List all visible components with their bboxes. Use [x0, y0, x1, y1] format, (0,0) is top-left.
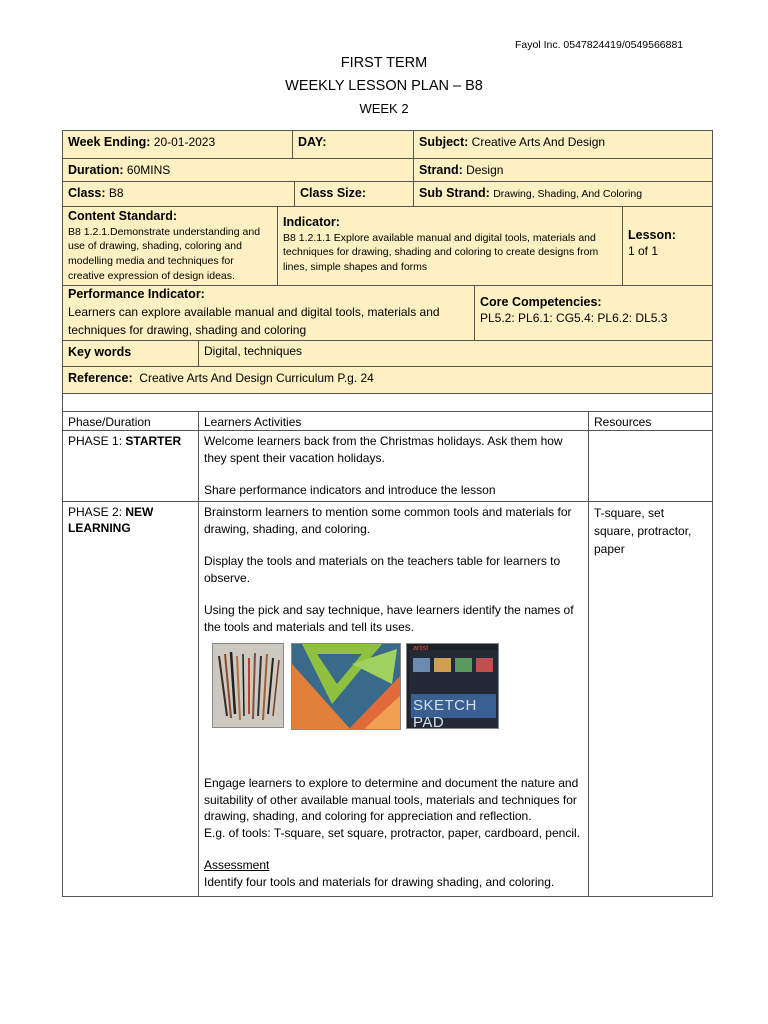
- set-square-photo: [291, 643, 401, 730]
- phase1-resources-cell: [588, 430, 713, 502]
- performance-cell: [62, 285, 475, 341]
- phase1-label-cell: [62, 430, 199, 502]
- content-standard-cell: [62, 206, 278, 286]
- sub-strand-value: Drawing, Shading, And Coloring: [493, 188, 643, 200]
- keywords-value-cell: [198, 340, 713, 367]
- phase2-activity: Brainstorm learners to mention some common tools and materials for drawing, shading, and coloring.: [204, 505, 572, 536]
- sketch-pad-brand: artist: [413, 645, 429, 652]
- drawing-tools-photo: [212, 643, 284, 728]
- class-size-label: Class Size:: [300, 186, 367, 200]
- core-label: Core Competencies:: [480, 295, 602, 309]
- indicator-label: Indicator:: [283, 215, 340, 229]
- subject-label: Subject:: [419, 135, 469, 149]
- day-label: DAY:: [298, 135, 327, 149]
- class-size-cell: [294, 181, 414, 207]
- spacer-row: [62, 393, 713, 412]
- subject-value: Creative Arts And Design: [471, 135, 606, 149]
- keywords-label: Key words: [68, 345, 132, 359]
- indicator-cell: [277, 206, 623, 286]
- lesson-cell: [622, 206, 713, 286]
- phase2-activity: E.g. of tools: T-square, set square, protractor, paper, cardboard, pencil.: [204, 825, 580, 840]
- phase2-resources-cell: T-square, set square, protractor, paper: [588, 501, 713, 897]
- day-cell: [292, 130, 414, 159]
- week-ending-cell: [62, 130, 293, 159]
- term-title: FIRST TERM: [340, 55, 428, 71]
- assessment-text: Identify four tools and materials for drawing shading, and coloring.: [204, 875, 555, 890]
- activities-header: Learners Activities: [198, 411, 589, 431]
- phase1-name: STARTER: [125, 434, 182, 448]
- lesson-plan-title: WEEKLY LESSON PLAN – B8: [285, 78, 483, 94]
- strand-value: Design: [466, 163, 504, 177]
- lesson-label: Lesson:: [628, 228, 676, 242]
- keywords-value: Digital, techniques: [204, 344, 303, 358]
- content-standard-label: Content Standard:: [68, 209, 178, 223]
- indicator-value: B8 1.2.1.1 Explore available manual and digital tools, materials and techniques for drawing, shading and coloring to create designs from lines, simple shapes and forms: [283, 231, 599, 273]
- content-standard-value: B8 1.2.1.Demonstrate understanding and use of drawing, shading, coloring and modelling media and techniques for creative expression of design ideas.: [68, 225, 261, 282]
- sketch-pad-photo: [406, 643, 499, 729]
- week-title: WEEK 2: [359, 101, 409, 116]
- duration-value: 60MINS: [126, 163, 171, 177]
- performance-label: Performance Indicator:: [68, 287, 205, 301]
- phase1-activities-cell: [198, 430, 589, 502]
- reference-label: Reference:: [68, 371, 133, 385]
- keywords-label-cell: [62, 340, 199, 367]
- reference-value: Creative Arts And Design Curriculum P.g. 24: [139, 371, 374, 385]
- phase1-activity: Welcome learners back from the Christmas holidays. Ask them how they spent their vacation holidays.: [204, 434, 563, 465]
- phase2-label-cell: [62, 501, 199, 897]
- phase2-name: NEW LEARNING: [68, 505, 154, 536]
- lesson-value: 1 of 1: [628, 243, 659, 258]
- phase2-prefix: PHASE 2:: [68, 505, 123, 519]
- duration-cell: [62, 158, 414, 182]
- phase1-prefix: PHASE 1:: [68, 434, 123, 448]
- subject-cell: [413, 130, 713, 159]
- performance-value: Learners can explore available manual and digital tools, materials and techniques for drawing, shading and coloring: [68, 304, 440, 337]
- strand-cell: [413, 158, 713, 182]
- week-ending-label: Week Ending:: [68, 135, 151, 149]
- class-cell: [62, 181, 295, 207]
- phase2-activity: Display the tools and materials on the teachers table for learners to observe.: [204, 554, 561, 585]
- phase1-activity: Share performance indicators and introduce the lesson: [204, 483, 496, 498]
- resources-header: Resources: [588, 411, 713, 431]
- sub-strand-label: Sub Strand:: [419, 186, 490, 200]
- core-value: PL5.2: PL6.1: CG5.4: PL6.2: DL5.3: [480, 310, 668, 325]
- reference-cell: [62, 366, 713, 394]
- strand-label: Strand:: [419, 163, 463, 177]
- assessment-heading: Assessment: [204, 858, 270, 873]
- phase-header: Phase/Duration: [62, 411, 199, 431]
- core-competencies-cell: [474, 285, 713, 341]
- week-ending-value: 20-01-2023: [153, 135, 216, 149]
- phase2-activity: Using the pick and say technique, have learners identify the names of the tools and materials and tell its uses.: [204, 603, 574, 634]
- sub-strand-cell: [413, 181, 713, 207]
- class-value: B8: [108, 186, 124, 200]
- class-label: Class:: [68, 186, 106, 200]
- phase2-activity: Engage learners to explore to determine and document the nature and suitability of other available manual tools, materials and techniques for drawing, shading, and coloring for appreciation and reflection.: [204, 776, 579, 824]
- sketch-pad-label: SKETCH PAD: [413, 697, 477, 729]
- company-contact: Fayol Inc. 0547824419/0549566881: [515, 39, 684, 51]
- duration-label: Duration:: [68, 163, 124, 177]
